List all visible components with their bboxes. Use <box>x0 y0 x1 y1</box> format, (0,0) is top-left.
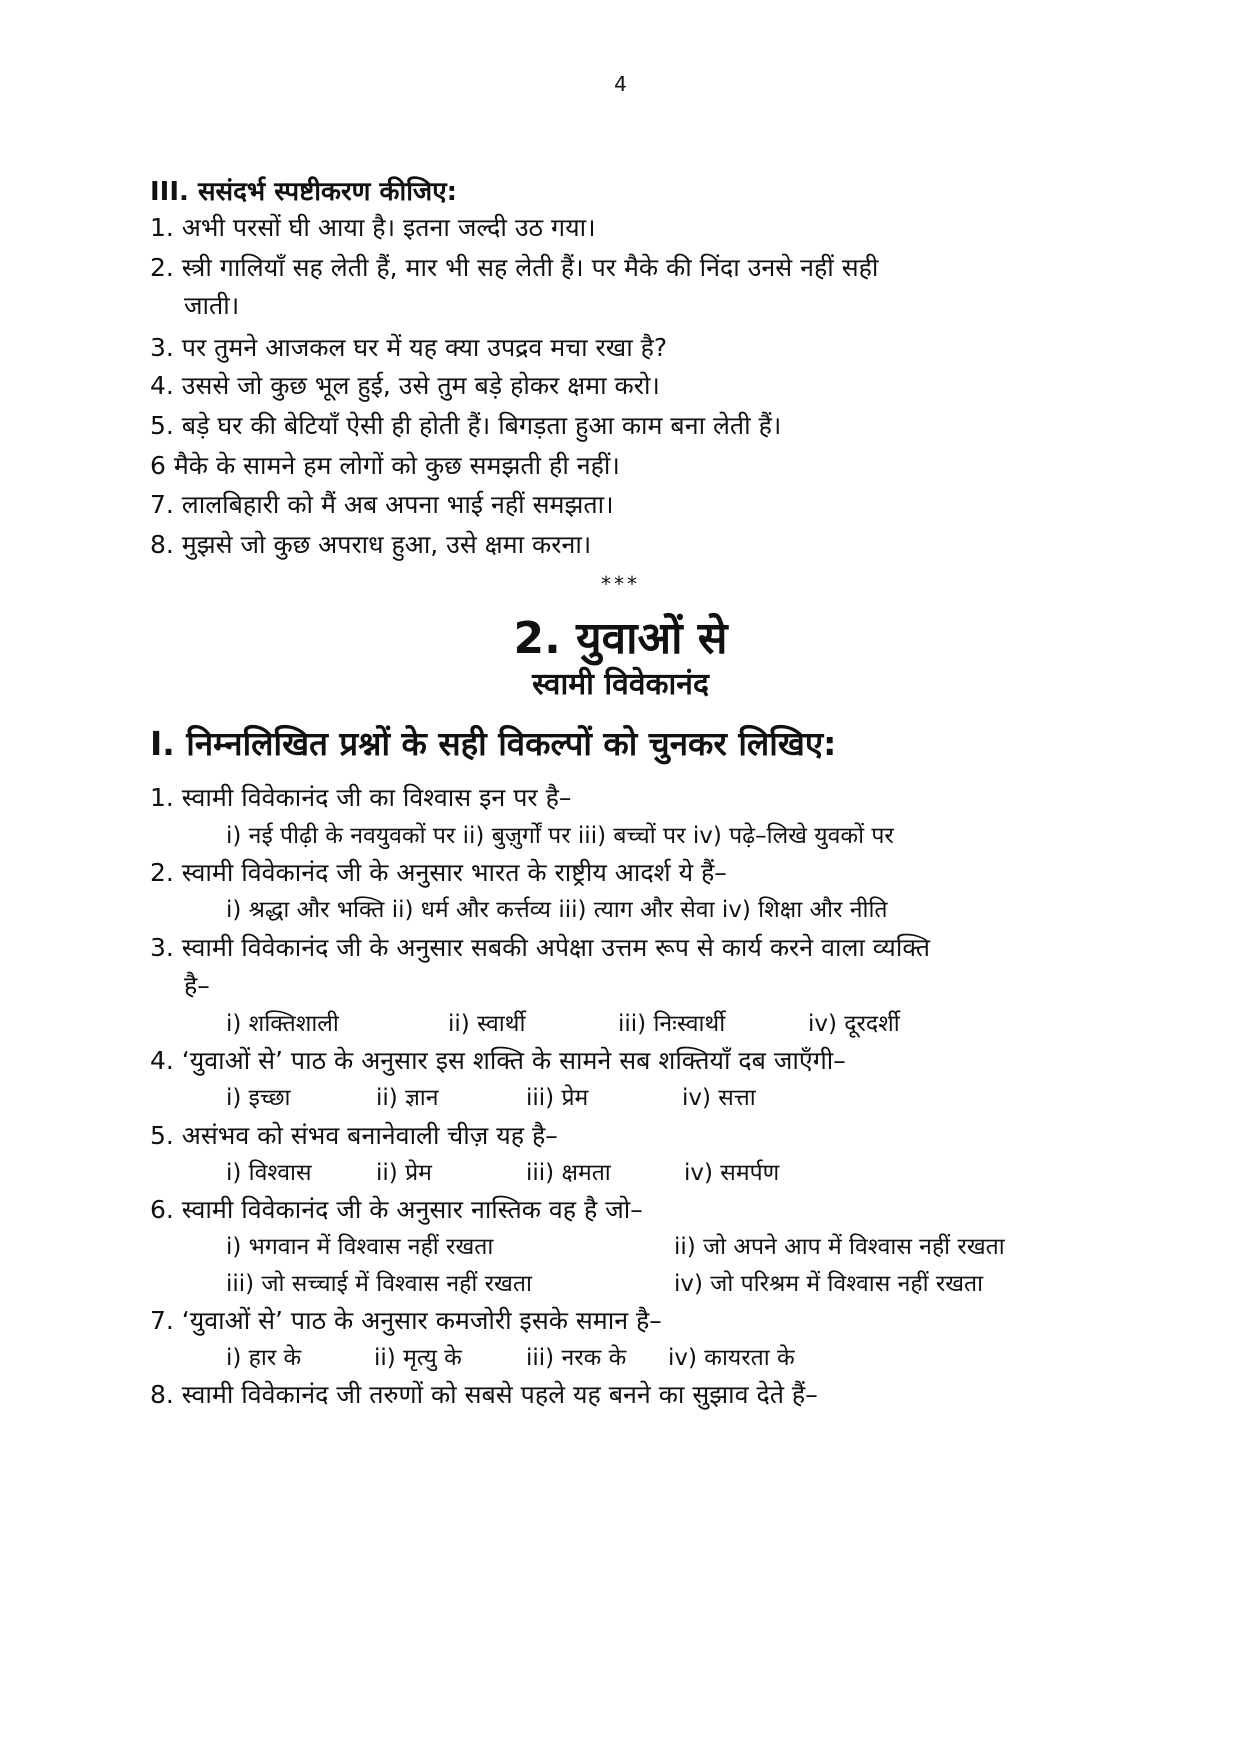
option: i) भगवान में विश्वास नहीं रखता <box>226 1234 494 1260</box>
sec3-item-7: 7. लालबिहारी को मैं अब अपना भाई नहीं समझता। <box>150 490 614 519</box>
option: ii) मृत्यु के <box>374 1345 462 1371</box>
option: iv) समर्पण <box>684 1160 780 1186</box>
question-5: 5. असंभव को संभव बनानेवाली चीज़ यह है– <box>150 1121 558 1150</box>
lesson-title: 2. युवाओं से <box>513 613 728 664</box>
sec3-item-2-cont: जाती। <box>184 291 240 320</box>
option: iv) सत्ता <box>682 1085 756 1111</box>
question-2: 2. स्वामी विवेकानंद जी के अनुसार भारत के राष्ट्रीय आदर्श ये हैं– <box>150 858 727 887</box>
question-6: 6. स्वामी विवेकानंद जी के अनुसार नास्तिक वह है जो– <box>150 1195 643 1224</box>
option: ii) ज्ञान <box>376 1085 439 1111</box>
option: iii) प्रेम <box>526 1085 589 1111</box>
sec3-item-3: 3. पर तुमने आजकल घर में यह क्या उपद्रव मचा रखा है? <box>150 333 668 362</box>
section-3-heading: III. ससंदर्भ स्पष्टीकरण कीजिए: <box>150 177 457 207</box>
option: i) विश्वास <box>226 1160 312 1186</box>
option: i) इच्छा <box>226 1085 291 1111</box>
option: iv) दूरदर्शी <box>808 1011 900 1037</box>
option: iii) निःस्वार्थी <box>618 1011 726 1037</box>
option: iv) जो परिश्रम में विश्वास नहीं रखता <box>674 1271 984 1297</box>
separator: *** <box>601 572 640 596</box>
question-2-options: i) श्रद्धा और भक्ति ii) धर्म और कर्त्तव्य iii) त्याग और सेवा iv) शिक्षा और नीति <box>226 897 888 923</box>
question-7: 7. ‘युवाओं से’ पाठ के अनुसार कमजोरी इसके समान है– <box>150 1306 662 1335</box>
sec3-item-4: 4. उससे जो कुछ भूल हुई, उसे तुम बड़े होकर क्षमा करो। <box>150 371 660 400</box>
question-4: 4. ‘युवाओं से’ पाठ के अनुसार इस शक्ति के सामने सब शक्तियाँ दब जाएँगी– <box>150 1046 846 1075</box>
question-1: 1. स्वामी विवेकानंद जी का विश्वास इन पर है– <box>150 783 572 812</box>
sec3-item-8: 8. मुझसे जो कुछ अपराध हुआ, उसे क्षमा करना। <box>150 530 592 559</box>
option: ii) जो अपने आप में विश्वास नहीं रखता <box>674 1234 1005 1260</box>
page-number: 4 <box>614 72 627 96</box>
question-1-options: i) नई पीढ़ी के नवयुवकों पर ii) बुज़ुर्गों पर iii) बच्चों पर iv) पढ़े–लिखे युवकों पर <box>226 823 894 849</box>
option: ii) स्वार्थी <box>448 1011 526 1037</box>
sec3-item-1: 1. अभी परसों घी आया है। इतना जल्दी उठ गया। <box>150 213 596 242</box>
sec3-item-6: 6 मैके के सामने हम लोगों को कुछ समझती ही नहीं। <box>150 451 620 480</box>
question-8: 8. स्वामी विवेकानंद जी तरुणों को सबसे पहले यह बनने का सुझाव देते हैं– <box>150 1380 818 1409</box>
question-3: 3. स्वामी विवेकानंद जी के अनुसार सबकी अपेक्षा उत्तम रूप से कार्य करने वाला व्यक्ति <box>150 933 930 962</box>
option: ii) प्रेम <box>376 1160 432 1186</box>
lesson-author: स्वामी विवेकानंद <box>532 667 709 702</box>
question-3-cont: है– <box>184 971 210 1000</box>
option: i) शक्तिशाली <box>226 1011 339 1037</box>
option: iii) जो सच्चाई में विश्वास नहीं रखता <box>226 1271 532 1297</box>
option: i) हार के <box>226 1345 302 1371</box>
sec3-item-2: 2. स्त्री गालियाँ सह लेती हैं, मार भी सह लेती हैं। पर मैके की निंदा उनसे नहीं सही <box>150 253 879 282</box>
option: iv) कायरता के <box>668 1345 795 1371</box>
sec3-item-5: 5. बड़े घर की बेटियाँ ऐसी ही होती हैं। बिगड़ता हुआ काम बना लेती हैं। <box>150 411 782 440</box>
section-1-heading: I. निम्नलिखित प्रश्नों के सही विकल्पों को चुनकर लिखिए: <box>150 724 837 763</box>
option: iii) क्षमता <box>526 1160 611 1186</box>
option: iii) नरक के <box>526 1345 627 1371</box>
